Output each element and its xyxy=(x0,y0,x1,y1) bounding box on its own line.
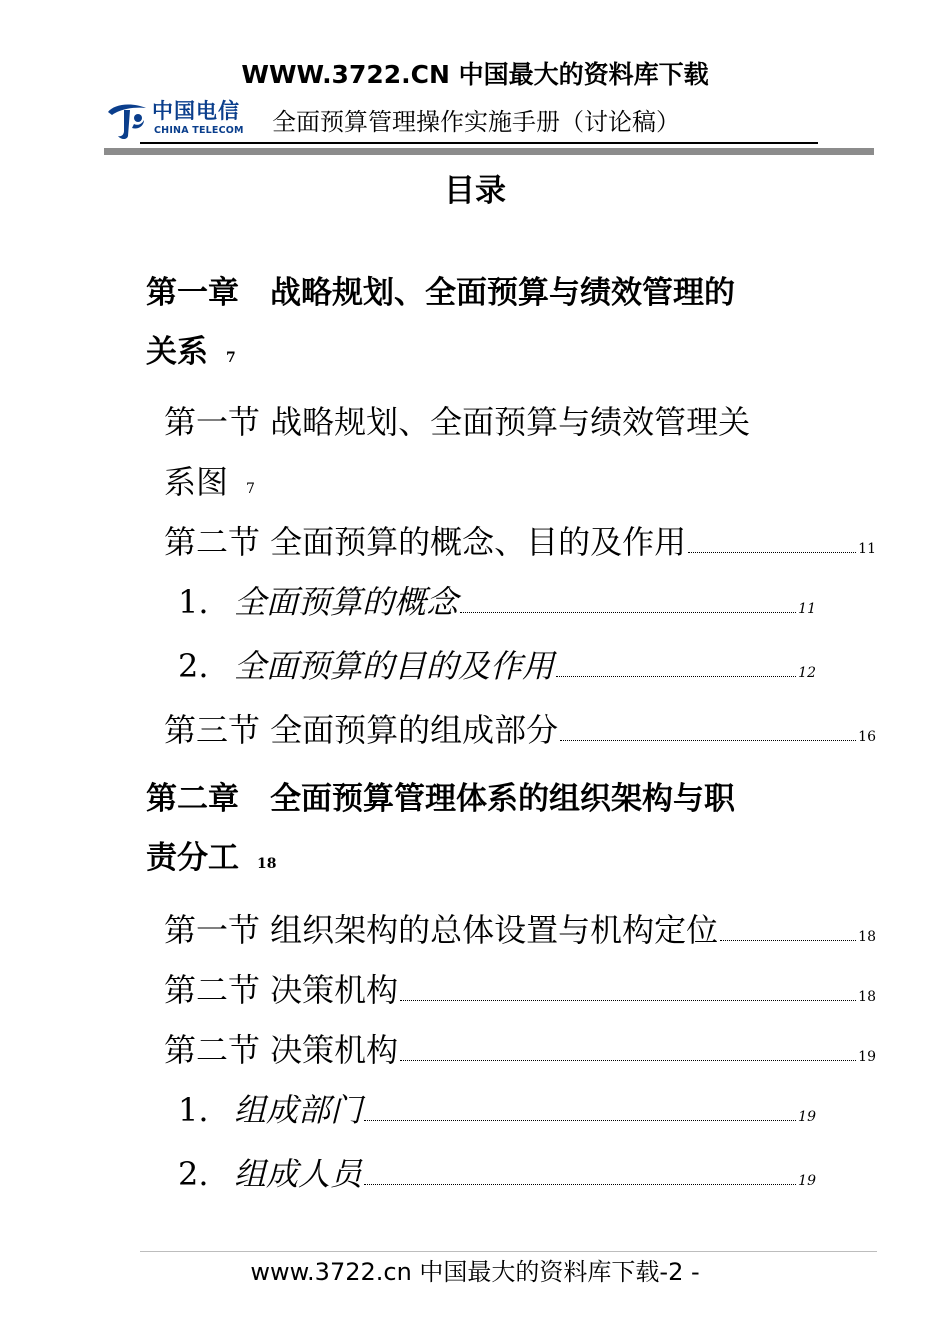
toc-entry-label: 全面预算的概念 xyxy=(234,583,459,621)
toc-entry-label: 第二节 决策机构 xyxy=(164,971,399,1009)
toc-ch1-s2-item-1[interactable] xyxy=(178,578,816,633)
toc-entry-page: 12 xyxy=(798,665,816,681)
toc-ch2-section-2b[interactable] xyxy=(164,1028,876,1079)
toc-ch1-section-3[interactable] xyxy=(164,708,876,759)
toc-ch1-s2-item-2[interactable] xyxy=(178,642,816,697)
toc-item-number: 1. xyxy=(178,1091,209,1129)
toc-entry-page: 18 xyxy=(858,989,876,1005)
toc-item-number: 1. xyxy=(178,583,209,621)
toc-chapter-2[interactable] xyxy=(146,770,836,894)
toc-chapter-1-line2: 关系 xyxy=(146,334,208,370)
toc-chapter-1[interactable] xyxy=(146,264,836,388)
toc-chapter-2-line2: 责分工 xyxy=(146,840,239,876)
toc-entry-label: 组成人员 xyxy=(234,1155,363,1193)
toc-leader-dots xyxy=(400,1059,856,1061)
toc-entry-label: 全面预算的目的及作用 xyxy=(234,647,555,685)
toc-leader-dots xyxy=(720,939,856,941)
toc-entry-page: 19 xyxy=(798,1109,816,1125)
toc-leader-dots xyxy=(560,739,856,741)
toc-entry-page: 16 xyxy=(858,729,876,745)
toc-leader-dots xyxy=(688,551,856,553)
top-banner: WWW.3722.CN 中国最大的资料库下载 xyxy=(241,60,709,89)
toc-entry-label: 第三节 全面预算的组成部分 xyxy=(164,711,559,749)
toc-leader-dots xyxy=(556,675,796,677)
toc-ch1-section-1-line2: 系图 xyxy=(164,463,229,501)
toc-chapter-1-page: 7 xyxy=(226,350,236,366)
toc-leader-dots xyxy=(400,999,856,1001)
toc-ch1-section-1-line1: 第一节 战略规划、全面预算与绩效管理关 xyxy=(164,403,751,441)
toc-leader-dots xyxy=(460,611,796,613)
toc-entry-page: 19 xyxy=(858,1049,876,1065)
toc-chapter-2-page: 18 xyxy=(257,856,277,872)
toc-ch2-section-1[interactable] xyxy=(164,908,876,959)
document-title: 全面预算管理操作实施手册（讨论稿） xyxy=(272,108,680,136)
toc-entry-page: 11 xyxy=(798,601,816,617)
document-header xyxy=(104,96,818,142)
toc-ch2-s2-item-2[interactable] xyxy=(178,1150,816,1205)
toc-entry-label: 第二节 全面预算的概念、目的及作用 xyxy=(164,523,687,561)
toc-ch1-section-1[interactable] xyxy=(164,392,876,519)
toc-item-number: 2. xyxy=(178,647,209,685)
header-underline xyxy=(140,142,818,144)
footer-divider xyxy=(140,1251,877,1252)
toc-chapter-2-line1: 第二章 全面预算管理体系的组织架构与职 xyxy=(146,781,735,817)
toc-ch1-section-2[interactable] xyxy=(164,520,876,571)
china-telecom-logo xyxy=(104,96,254,142)
toc-ch2-s2-item-1[interactable] xyxy=(178,1086,816,1141)
toc-leader-dots xyxy=(364,1119,796,1121)
toc-item-number: 2. xyxy=(178,1155,209,1193)
page-footer: www.3722.cn 中国最大的资料库下载-2 - xyxy=(250,1258,700,1286)
toc-leader-dots xyxy=(364,1183,796,1185)
toc-ch2-section-2a[interactable] xyxy=(164,968,876,1019)
toc-ch1-section-1-page: 7 xyxy=(246,481,255,497)
toc-entry-label: 第一节 组织架构的总体设置与机构定位 xyxy=(164,911,719,949)
toc-entry-label: 组成部门 xyxy=(234,1091,363,1129)
toc-entry-label: 第二节 决策机构 xyxy=(164,1031,399,1069)
logo-text-en: CHINA TELECOM xyxy=(154,125,244,136)
toc-title: 目录 xyxy=(444,173,506,209)
toc-entry-page: 11 xyxy=(858,541,876,557)
header-gray-bar xyxy=(104,148,874,155)
china-telecom-logo-icon xyxy=(104,96,150,142)
logo-text-cn: 中国电信 xyxy=(152,99,240,123)
toc-entry-page: 19 xyxy=(798,1173,816,1189)
toc-chapter-1-line1: 第一章 战略规划、全面预算与绩效管理的 xyxy=(146,275,735,311)
toc-entry-page: 18 xyxy=(858,929,876,945)
